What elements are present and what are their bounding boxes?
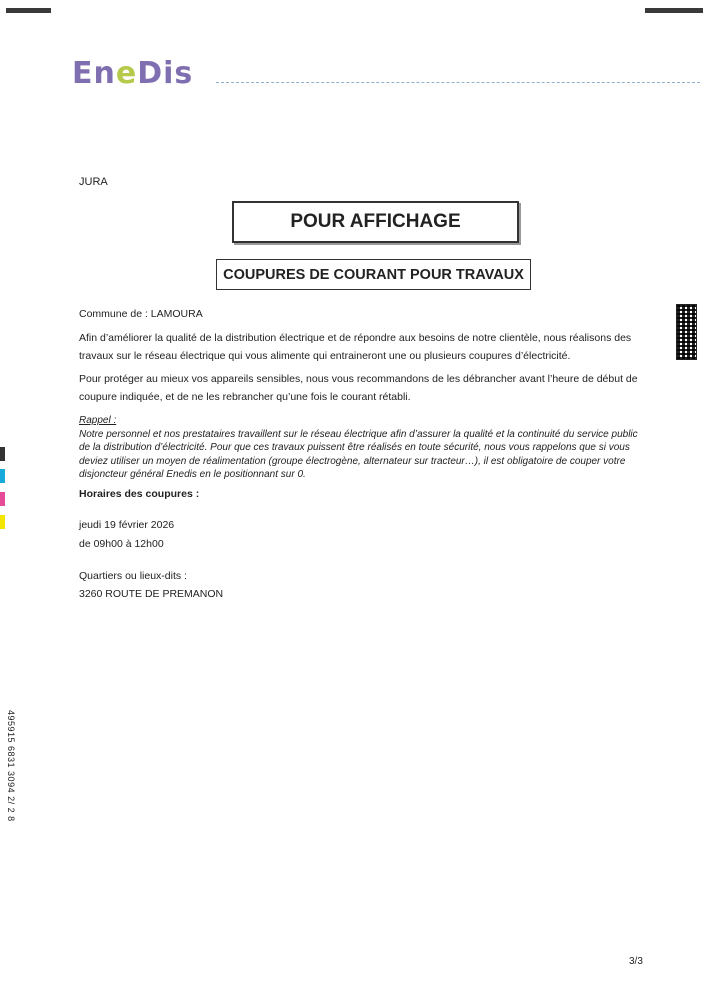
color-mark-magenta — [0, 492, 5, 506]
top-left-scan-mark — [6, 8, 51, 13]
outage-time: de 09h00 à 12h00 — [79, 538, 164, 550]
intro-paragraph: Afin d’améliorer la qualité de la distribution électrique et de répondre aux besoins de notre clientèle, nous réalisons des travaux sur le réseau électrique qui vous alimente qui entraineront une ou plusieurs coupures d’électricité. — [79, 332, 632, 362]
page-number: 3/3 — [629, 956, 643, 967]
advice-paragraph: Pour protéger au mieux vos appareils sensibles, nous vous recommandons de les débrancher avant l’heure de début de coupure indiquée, et de ne les rebrancher qu’une fois le courant rétabli. — [79, 373, 638, 403]
outage-date: jeudi 19 février 2026 — [79, 519, 175, 531]
commune-line: Commune de : LAMOURA — [79, 308, 203, 320]
quartiers-label: Quartiers ou lieux-dits : — [79, 570, 187, 582]
address: 3260 ROUTE DE PREMANON — [79, 588, 224, 600]
logo-part-mid: e — [115, 56, 138, 91]
enedis-logo — [72, 56, 193, 91]
rappel-text: Notre personnel et nos prestataires travaillent sur le réseau électrique afin d’assurer la qualité et la continuité du service public de la distribution d’électricité. Pour que ces travaux puissent être réalisés en toute sécurité, nous vous rappelons que si vous deviez utiliser un moyen de réalimentation (groupe électrogène, alternateur sur tracteur…), il est obligatoire de couper votre disjoncteur général Enedis en le positionnant sur 0. — [79, 428, 638, 480]
rappel-label: Rappel : — [79, 415, 117, 426]
title-box: POUR AFFICHAGE — [232, 201, 519, 243]
rappel-block — [79, 414, 649, 482]
color-mark-yellow — [0, 515, 5, 529]
datamatrix-code — [676, 304, 697, 360]
side-tracking-code: 495915 6831 3094 2/ 2 8 — [6, 710, 16, 822]
logo-part-right: Dis — [137, 56, 194, 91]
subtitle-box: COUPURES DE COURANT POUR TRAVAUX — [216, 259, 531, 290]
region-label: JURA — [79, 176, 108, 188]
color-mark-black — [0, 447, 5, 461]
horaires-label: Horaires des coupures : — [79, 488, 200, 500]
header-divider — [216, 82, 700, 83]
top-right-scan-mark — [645, 8, 703, 13]
logo-part-left: En — [72, 56, 116, 91]
color-mark-cyan — [0, 469, 5, 483]
